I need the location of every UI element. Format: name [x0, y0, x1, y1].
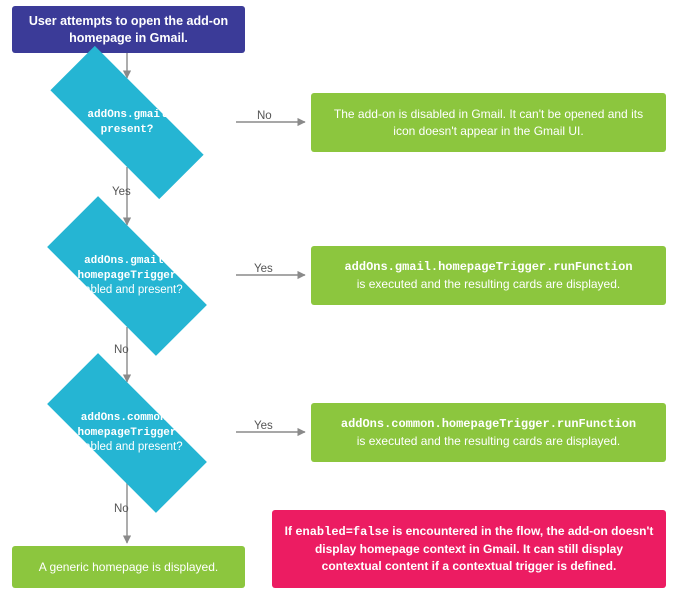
edge-label-d1-yes: Yes — [112, 186, 131, 198]
note-text-group — [284, 523, 654, 574]
outcome-3-text-group — [341, 416, 636, 450]
note-lead: If — [284, 524, 296, 539]
decision-addons-gmail-homepagetrigger — [18, 225, 236, 327]
decision-label-group — [18, 78, 236, 167]
decision-3-line-3: enabled and present? — [71, 440, 183, 453]
decision-addons-common-homepagetrigger — [18, 382, 236, 484]
edge-label-d1-no: No — [257, 110, 272, 122]
decision-1-line-2: present? — [100, 123, 154, 136]
decision-addons-gmail-present — [18, 78, 236, 167]
start-box-label: User attempts to open the add-on homepage in Gmail. — [28, 13, 229, 45]
note-enabled-false — [272, 510, 666, 588]
outcome-2-tail: is executed and the resulting cards are displayed. — [356, 276, 621, 291]
outcome-generic-homepage — [12, 546, 245, 588]
decision-2-line-2: homepageTrigger — [77, 269, 177, 282]
decision-2-line-3: enabled and present? — [71, 283, 183, 296]
outcome-common-homepagetrigger-runs — [311, 403, 666, 462]
decision-1-line-1: addOns.gmail — [87, 109, 167, 122]
edge-label-d2-no: No — [114, 344, 129, 356]
decision-label-group — [18, 382, 236, 484]
outcome-3-tail: is executed and the resulting cards are displayed. — [356, 433, 621, 448]
note-mono: enabled=false — [295, 525, 389, 540]
start-box — [12, 6, 245, 53]
decision-2-line-1: addOns.gmail. — [84, 255, 170, 268]
edge-label-d3-no: No — [114, 503, 129, 515]
outcome-3-mono: addOns.common.homepageTrigger.runFunction — [340, 416, 637, 431]
outcome-gmail-homepagetrigger-runs — [311, 246, 666, 305]
decision-3-line-2: homepageTrigger — [77, 426, 177, 439]
outcome-2-mono: addOns.gmail.homepageTrigger.runFunction — [344, 259, 633, 274]
outcome-2-text-group — [344, 259, 632, 293]
outcome-1-label: The add-on is disabled in Gmail. It can't be opened and its icon doesn't appear in the Gmail UI. — [333, 106, 644, 138]
edge-label-d2-yes: Yes — [254, 263, 273, 275]
edge-label-d3-yes: Yes — [254, 420, 273, 432]
decision-3-line-1: addOns.common. — [80, 412, 174, 425]
outcome-4-label: A generic homepage is displayed. — [38, 559, 219, 574]
decision-label-group — [18, 225, 236, 327]
note-tail: is encountered in the flow, the add-on doesn't display homepage context in Gmail. It can still display contextual content if a contextual trigger is defined. — [314, 524, 654, 573]
outcome-addon-disabled — [311, 93, 666, 152]
